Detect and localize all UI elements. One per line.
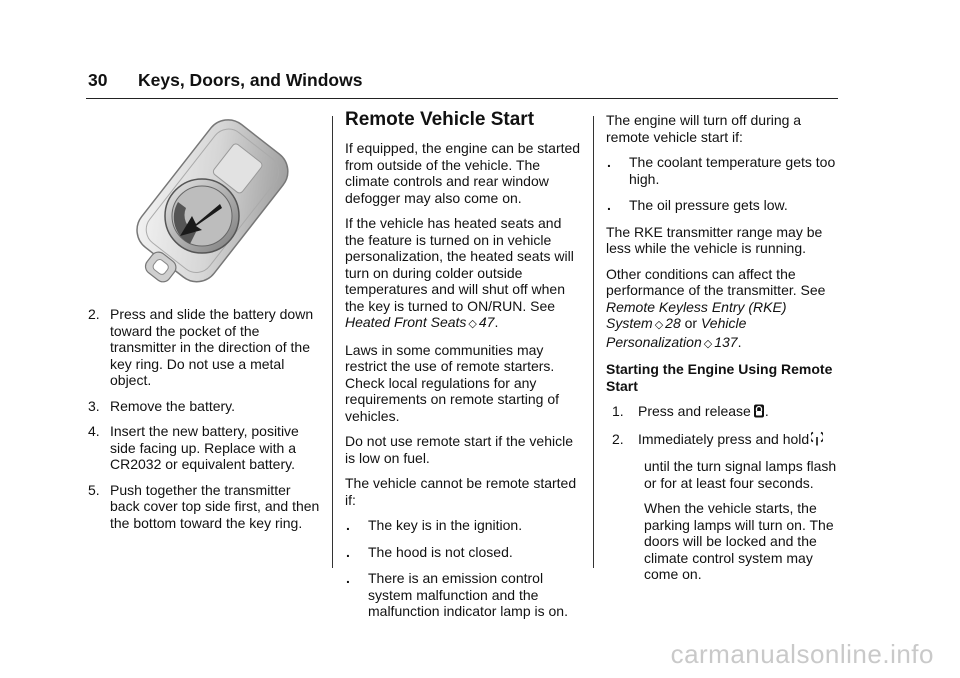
step-number: 5.: [88, 481, 100, 498]
bullet-marker: .: [346, 517, 350, 533]
remote-start-icon: [811, 431, 823, 450]
subheading: Starting the Engine Using Remote Start: [606, 361, 833, 394]
bullet-marker: .: [607, 154, 611, 170]
list-item: [88, 482, 322, 532]
key-fob-icon: [116, 112, 312, 290]
bullet-text: There is an emission control system malfunction and the malfunction indicator lamp is on.: [368, 570, 568, 619]
step-text: [638, 431, 842, 450]
page-ref-icon: ◇: [703, 337, 713, 350]
list-item: [345, 570, 581, 620]
step-number: 2.: [88, 306, 100, 322]
paragraph-text: If the vehicle has heated seats and the feature is turned on in vehicle personalization, the heated seats will turn on during colder outside temperatures and will shut off when the key is turned to ON/RUN. See: [345, 215, 574, 314]
page-number: 30: [88, 70, 108, 90]
paragraph-text: Other conditions can affect the performance of the transmitter. See: [606, 265, 826, 298]
paragraph: Laws in some communities may restrict the use of remote starters. Check local regulations for any requirements on remote starting of vehicles.: [345, 341, 559, 424]
page-ref-icon: ◇: [654, 319, 664, 331]
list-item: [606, 197, 842, 214]
list-item: [88, 423, 322, 473]
middle-column: [345, 108, 581, 630]
paragraph: Do not use remote start if the vehicle is low on fuel.: [345, 433, 573, 466]
page-ref[interactable]: 137: [714, 333, 738, 350]
column-divider: [332, 116, 333, 568]
list-item: [88, 398, 322, 415]
chapter-title: Keys, Doors, and Windows: [138, 70, 363, 90]
list-item: [606, 154, 842, 187]
step-text: Insert the new battery, positive side facing up. Replace with a CR2032 or equivalent battery.: [110, 423, 299, 472]
right-column: [606, 112, 842, 592]
list-item: [345, 517, 581, 534]
step-text: Remove the battery.: [110, 397, 236, 414]
bullet-marker: .: [607, 197, 611, 213]
bullet-text: The coolant temperature gets too high.: [629, 154, 836, 187]
column-divider: [593, 116, 594, 568]
paragraph: The vehicle cannot be remote started if:: [345, 475, 577, 508]
step-number: 1.: [612, 403, 624, 419]
bullet-text: The key is in the ignition.: [368, 517, 523, 533]
paragraph: The engine will turn off during a remote vehicle start if:: [606, 112, 802, 145]
step-text: Press and slide the battery down toward the pocket of the transmitter in the direction of the key ring. Do not use a metal object.: [110, 306, 314, 388]
page-ref-icon: ◇: [468, 318, 477, 330]
lock-icon: [753, 404, 765, 422]
paragraph: until the turn signal lamps flash or for at least four seconds.: [644, 458, 837, 491]
list-item: [612, 431, 842, 450]
step-number: 4.: [88, 423, 100, 439]
bullet-text: The hood is not closed.: [368, 543, 513, 560]
paragraph: Other conditions can affect the performance of the transmitter. See Remote Keyless Entry (RKE) System ◇ 28 or Vehicle Personalization ◇ 137.: [606, 265, 826, 350]
paragraph: The RKE transmitter range may be less while the vehicle is running.: [606, 223, 823, 256]
step-text: Press and release .: [638, 403, 842, 422]
paragraph: When the vehicle starts, the parking lamps will turn on. The doors will be locked and the climate control system may come on.: [644, 500, 834, 582]
left-column: [88, 306, 322, 540]
step-label: Immediately press and hold: [638, 430, 810, 447]
list-item: [345, 544, 581, 561]
conjunction: or: [684, 315, 698, 331]
transmitter-illustration: [116, 112, 312, 290]
heated-seats-link[interactable]: Heated Front Seats: [345, 314, 467, 330]
step-number: 2.: [612, 430, 624, 447]
step-text: Push together the transmitter back cover top side first, and then the bottom toward the key ring.: [110, 481, 320, 531]
watermark: carmanualsonline.info: [670, 639, 934, 669]
header-rule: [86, 98, 838, 99]
paragraph: If the vehicle has heated seats and the feature is turned on in vehicle personalization, the heated seats will turn on during colder outside temperatures and will shut off when the key is turned to ON/RUN. See Heated Front Seats ◇ 47.: [345, 215, 574, 330]
list-item: [88, 306, 322, 389]
page-header: [88, 70, 362, 91]
rke-system-link[interactable]: Remote Keyless Entry (RKE) System: [606, 298, 787, 331]
section-title: Remote Vehicle Start: [345, 109, 535, 130]
list-item: [612, 403, 842, 422]
bullet-text: The oil pressure gets low.: [629, 197, 788, 213]
bullet-marker: .: [346, 543, 350, 560]
page-ref[interactable]: 47: [478, 314, 495, 330]
start-steps: [606, 403, 842, 583]
vehicle-personalization-link[interactable]: Vehicle Personalization: [606, 315, 747, 350]
step-number: 3.: [88, 397, 100, 414]
step-label: Press and release: [638, 403, 751, 419]
paragraph: If equipped, the engine can be started from outside of the vehicle. The climate controls and rear window defogger may also come on.: [345, 140, 581, 206]
page-ref[interactable]: 28: [665, 315, 681, 331]
bullet-marker: .: [346, 570, 350, 586]
